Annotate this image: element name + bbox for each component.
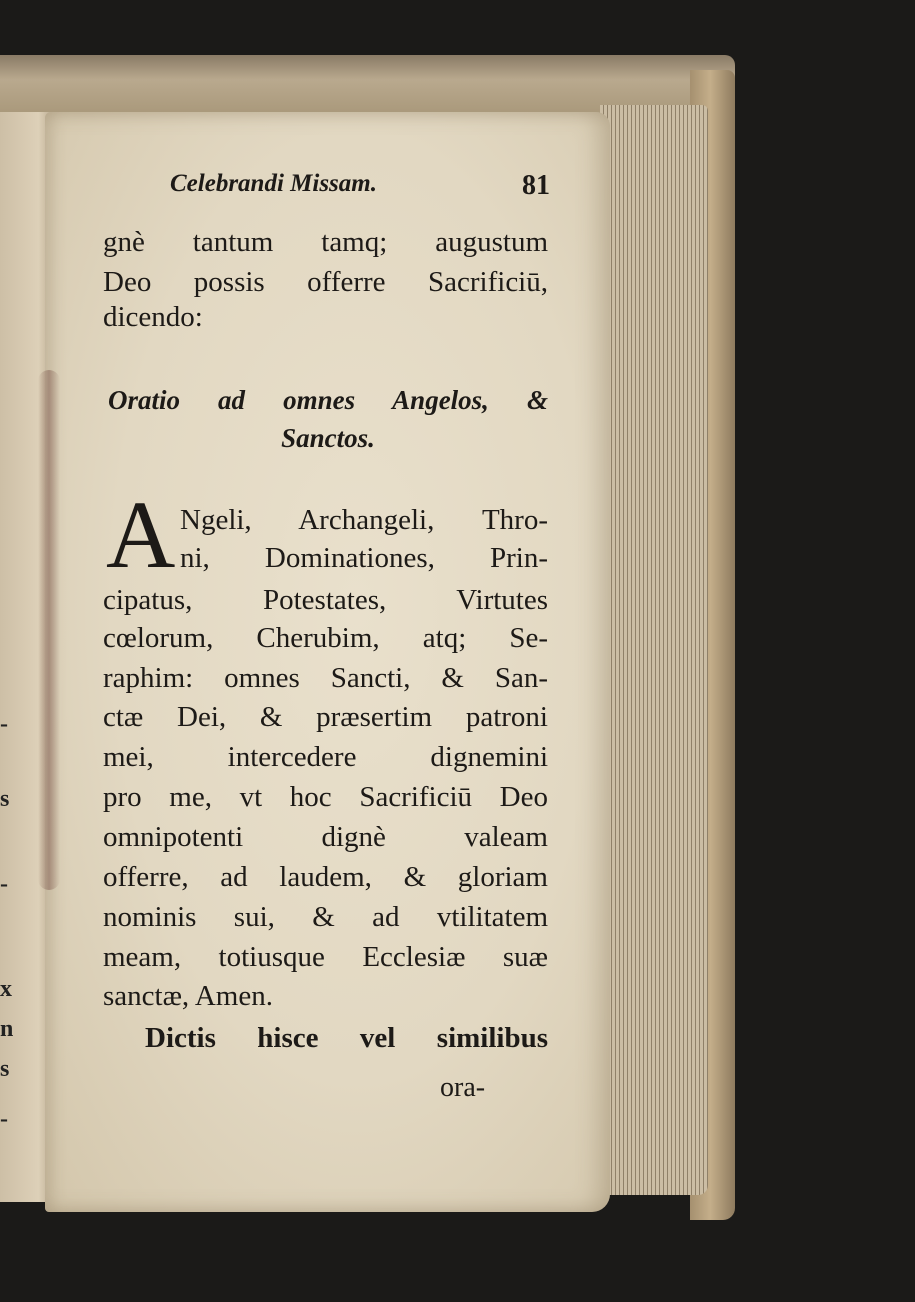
text-line: cipatus, Potestates, Virtutes <box>103 584 548 616</box>
text-line: dicendo: <box>103 301 203 333</box>
text-line: pro me, vt hoc Sacrificiū Deo <box>103 781 548 813</box>
text-line: ni, Dominationes, Prin- <box>180 542 548 574</box>
page-number: 81 <box>522 170 550 201</box>
text-line: Ngeli, Archangeli, Thro- <box>180 504 548 536</box>
left-mark: s <box>0 786 10 812</box>
left-mark: - <box>0 871 8 897</box>
text-line: offerre, ad laudem, & gloriam <box>103 861 548 893</box>
text-line: omnipotenti dignè valeam <box>103 821 548 853</box>
left-mark: s <box>0 1056 10 1082</box>
section-heading: Oratio ad omnes Angelos, & <box>108 385 548 415</box>
text-line: cœlorum, Cherubim, atq; Se- <box>103 622 548 654</box>
running-head <box>170 170 550 210</box>
section-heading: Sanctos. <box>281 423 375 453</box>
text-line: nominis sui, & ad vtilitatem <box>103 901 548 933</box>
text-line: ctæ Dei, & præsertim patroni <box>103 701 548 733</box>
text-line: mei, intercedere dignemini <box>103 741 548 773</box>
text-line: Deo possis offerre Sacrificiū, <box>103 266 548 298</box>
left-mark: n <box>0 1016 14 1042</box>
left-mark: - <box>0 1106 8 1132</box>
left-mark: x <box>0 976 12 1002</box>
drop-cap: A <box>106 481 176 588</box>
text-line: sanctæ, Amen. <box>103 980 273 1012</box>
left-mark: - <box>0 711 8 737</box>
spine-gutter <box>38 370 60 890</box>
text-line: gnè tantum tamq; augustum <box>103 226 548 258</box>
catchword: ora- <box>440 1072 486 1103</box>
text-line: Dictis hisce vel similibus <box>145 1022 548 1054</box>
running-head-title: Celebrandi Missam. <box>170 170 377 197</box>
text-line: meam, totiusque Ecclesiæ suæ <box>103 941 548 973</box>
text-line: raphim: omnes Sancti, & San- <box>103 662 548 694</box>
page-edges <box>600 105 708 1195</box>
